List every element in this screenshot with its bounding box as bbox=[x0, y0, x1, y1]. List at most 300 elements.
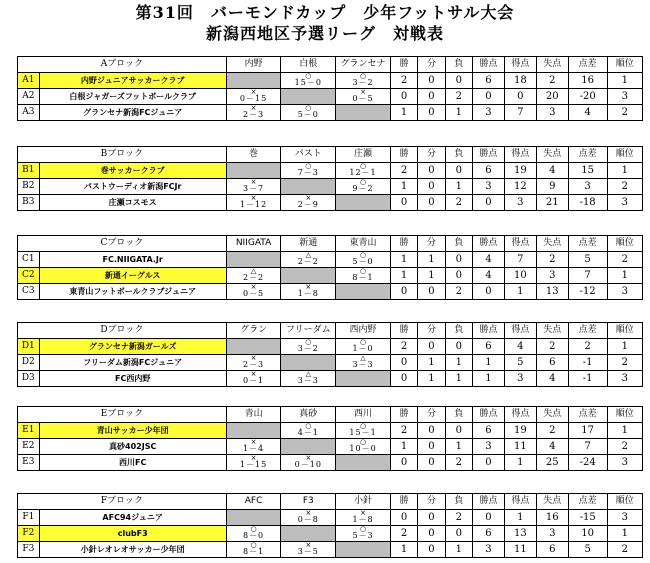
stat-value: 1 bbox=[390, 105, 417, 121]
stat-value: 0 bbox=[418, 73, 445, 89]
stat-value: 1 bbox=[418, 355, 445, 371]
self-match-cell bbox=[226, 252, 281, 268]
team-code: E3 bbox=[18, 455, 40, 471]
stat-header: 勝 bbox=[390, 407, 417, 423]
team-name: グランセナ新潟FCジュニア bbox=[39, 105, 226, 121]
result-symbol: ○ bbox=[305, 338, 312, 346]
team-code: B1 bbox=[18, 163, 40, 179]
stat-header: 負 bbox=[445, 57, 472, 73]
stat-value: 1 bbox=[418, 252, 445, 268]
self-match-cell bbox=[336, 455, 391, 471]
match-result bbox=[336, 355, 391, 371]
stat-value: 3 bbox=[472, 105, 504, 121]
stat-value: 0 bbox=[418, 195, 445, 211]
result-symbol: ○ bbox=[359, 251, 367, 259]
result-symbol: ○ bbox=[359, 72, 367, 80]
stat-header: 順位 bbox=[607, 147, 643, 163]
stat-header: 失点 bbox=[536, 236, 568, 252]
stat-value: -24 bbox=[568, 455, 607, 471]
stat-value: 3 bbox=[504, 195, 536, 211]
result-symbol: × bbox=[250, 194, 257, 202]
block-table bbox=[17, 493, 643, 558]
stat-header: 勝 bbox=[390, 147, 417, 163]
match-result bbox=[281, 163, 336, 179]
result-score: 10－0 bbox=[349, 444, 377, 453]
stat-value: 19 bbox=[504, 423, 536, 439]
match-result bbox=[336, 439, 391, 455]
match-result bbox=[336, 252, 391, 268]
result-score: 15－1 bbox=[349, 428, 377, 437]
stat-value: 0 bbox=[472, 455, 504, 471]
stat-header: 勝点 bbox=[472, 57, 504, 73]
stat-header: 負 bbox=[445, 236, 472, 252]
stat-header: 失点 bbox=[536, 147, 568, 163]
result-symbol: ○ bbox=[359, 162, 367, 170]
stat-value: 7 bbox=[568, 439, 607, 455]
team-code: F1 bbox=[18, 510, 40, 526]
stat-header: 勝 bbox=[390, 236, 417, 252]
team-name: 巻サッカークラブ bbox=[39, 163, 226, 179]
stat-header: 得点 bbox=[504, 236, 536, 252]
result-symbol: ○ bbox=[359, 525, 367, 533]
stat-value: 0 bbox=[445, 526, 472, 542]
stat-value: 7 bbox=[568, 268, 607, 284]
team-row bbox=[18, 510, 643, 526]
stat-header: 勝点 bbox=[472, 147, 504, 163]
stat-value: 15 bbox=[568, 163, 607, 179]
stat-value: 2 bbox=[607, 542, 642, 558]
stat-value: -1 bbox=[568, 371, 607, 387]
result-score: 1－0 bbox=[352, 344, 374, 353]
match-result bbox=[281, 542, 336, 558]
match-result bbox=[281, 284, 336, 300]
stat-value: 0 bbox=[390, 89, 417, 105]
stat-value: 1 bbox=[390, 439, 417, 455]
opponent-header: グラン bbox=[226, 323, 281, 339]
team-name: 白根ジャガーズフットボールクラブ bbox=[39, 89, 226, 105]
opponent-header: AFC bbox=[226, 494, 281, 510]
stat-value: -20 bbox=[568, 89, 607, 105]
stat-header: 分 bbox=[418, 236, 445, 252]
team-name: パストウーディオ新潟FCJr bbox=[39, 179, 226, 195]
result-score: 0－10 bbox=[294, 460, 322, 469]
stat-header: 勝 bbox=[390, 494, 417, 510]
result-symbol: × bbox=[360, 509, 366, 517]
stat-value: 1 bbox=[504, 455, 536, 471]
match-result bbox=[281, 510, 336, 526]
stat-header: 点差 bbox=[568, 147, 607, 163]
stat-header: 勝 bbox=[390, 323, 417, 339]
team-name: 小針レオレオサッカー少年団 bbox=[39, 542, 226, 558]
stat-value: 5 bbox=[568, 252, 607, 268]
stat-value: 5 bbox=[568, 542, 607, 558]
stat-value: 6 bbox=[472, 339, 504, 355]
stat-header: 得点 bbox=[504, 494, 536, 510]
stat-value: 2 bbox=[445, 510, 472, 526]
result-symbol: × bbox=[250, 88, 257, 96]
match-result bbox=[226, 542, 281, 558]
opponent-header: 西川 bbox=[336, 407, 391, 423]
result-symbol: △ bbox=[305, 370, 311, 378]
stat-header: 分 bbox=[418, 323, 445, 339]
stat-value: 1 bbox=[607, 73, 642, 89]
opponent-header: 白根 bbox=[281, 57, 336, 73]
stat-value: 1 bbox=[607, 526, 642, 542]
result-score: 0－5 bbox=[352, 94, 374, 103]
result-symbol: × bbox=[250, 438, 257, 446]
stat-value: 2 bbox=[390, 339, 417, 355]
team-name: AFC94ジュニア bbox=[39, 510, 226, 526]
stat-value: 16 bbox=[536, 510, 568, 526]
result-symbol: ○ bbox=[305, 162, 312, 170]
team-name: FC西内野 bbox=[39, 371, 226, 387]
self-match-cell bbox=[226, 339, 281, 355]
match-result bbox=[226, 268, 281, 284]
stat-header: 負 bbox=[445, 147, 472, 163]
result-symbol: ○ bbox=[305, 422, 312, 430]
result-symbol: × bbox=[305, 454, 312, 462]
match-result bbox=[336, 73, 391, 89]
match-result bbox=[281, 195, 336, 211]
stat-value: 1 bbox=[445, 371, 472, 387]
opponent-header: NIIGATA bbox=[226, 236, 281, 252]
stat-value: 12 bbox=[504, 179, 536, 195]
self-match-cell bbox=[226, 73, 281, 89]
result-score: 1－8 bbox=[297, 289, 319, 298]
stat-value: 1 bbox=[445, 355, 472, 371]
stat-value: 1 bbox=[390, 179, 417, 195]
result-symbol: × bbox=[360, 88, 366, 96]
stat-value: 5 bbox=[504, 355, 536, 371]
stat-header: 点差 bbox=[568, 323, 607, 339]
team-code: B2 bbox=[18, 179, 40, 195]
result-score: 9－2 bbox=[352, 184, 374, 193]
team-row bbox=[18, 73, 643, 89]
result-score: 8－1 bbox=[352, 273, 374, 282]
stat-header: 失点 bbox=[536, 57, 568, 73]
stat-value: 0 bbox=[418, 455, 445, 471]
stat-value: 3 bbox=[607, 195, 643, 211]
stat-value: 2 bbox=[390, 163, 417, 179]
stat-value: 6 bbox=[536, 355, 568, 371]
block-table bbox=[17, 235, 643, 300]
block-name: Cブロック bbox=[18, 236, 227, 252]
block-table bbox=[17, 406, 643, 471]
stat-value: 3 bbox=[607, 89, 642, 105]
stat-header: 失点 bbox=[536, 323, 568, 339]
result-symbol: ○ bbox=[359, 267, 367, 275]
stat-header: 点差 bbox=[568, 57, 607, 73]
team-code: F3 bbox=[18, 542, 40, 558]
result-score: 5－0 bbox=[297, 110, 319, 119]
stat-value: 2 bbox=[607, 252, 643, 268]
result-score: 3－2 bbox=[297, 344, 319, 353]
stat-value: 3 bbox=[607, 284, 643, 300]
opponent-header: 新通 bbox=[281, 236, 336, 252]
stat-header: 勝点 bbox=[472, 236, 504, 252]
stat-value: 1 bbox=[504, 510, 536, 526]
result-score: 0－15 bbox=[239, 94, 268, 103]
stat-value: 0 bbox=[418, 163, 445, 179]
result-symbol: △ bbox=[360, 354, 366, 362]
stat-value: 21 bbox=[536, 195, 568, 211]
stat-value: 3 bbox=[472, 439, 504, 455]
result-symbol: × bbox=[250, 454, 257, 462]
stat-value: 1 bbox=[418, 371, 445, 387]
stat-value: 9 bbox=[536, 179, 568, 195]
result-score: 8－1 bbox=[242, 547, 265, 556]
stat-value: 0 bbox=[445, 268, 472, 284]
stat-value: 1 bbox=[607, 163, 643, 179]
self-match-cell bbox=[281, 355, 336, 371]
self-match-cell bbox=[226, 510, 281, 526]
match-result bbox=[226, 89, 281, 105]
stat-value: 0 bbox=[418, 339, 445, 355]
stat-value: 6 bbox=[472, 163, 504, 179]
stat-value: 3 bbox=[607, 510, 642, 526]
result-score: 3－5 bbox=[297, 547, 319, 556]
result-symbol: × bbox=[305, 194, 312, 202]
stat-value: 25 bbox=[536, 455, 568, 471]
result-score: 2－3 bbox=[242, 360, 265, 369]
stat-value: 2 bbox=[445, 455, 472, 471]
match-result bbox=[336, 339, 391, 355]
block-header-row bbox=[18, 323, 643, 339]
stat-value: 2 bbox=[390, 423, 417, 439]
opponent-header: 小針 bbox=[336, 494, 391, 510]
team-code: A3 bbox=[18, 105, 40, 121]
stat-value: 0 bbox=[472, 510, 504, 526]
stat-value: 7 bbox=[504, 105, 536, 121]
stat-value: -15 bbox=[568, 510, 607, 526]
team-code: E1 bbox=[18, 423, 40, 439]
stat-value: 0 bbox=[418, 526, 445, 542]
opponent-header: 内野 bbox=[226, 57, 281, 73]
stat-value: 3 bbox=[536, 105, 568, 121]
result-score: 2－9 bbox=[297, 200, 319, 209]
self-match-cell bbox=[336, 105, 391, 121]
stat-value: 1 bbox=[445, 439, 472, 455]
self-match-cell bbox=[226, 163, 281, 179]
stat-value: 13 bbox=[504, 526, 536, 542]
stat-header: 順位 bbox=[607, 494, 642, 510]
opponent-header: 東青山 bbox=[336, 236, 391, 252]
result-symbol: × bbox=[250, 354, 257, 362]
block-table bbox=[17, 146, 643, 211]
stat-value: 0 bbox=[418, 423, 445, 439]
stat-value: 1 bbox=[390, 252, 417, 268]
block-table bbox=[17, 56, 643, 121]
stat-value: 20 bbox=[536, 89, 568, 105]
result-score: 1－4 bbox=[242, 444, 265, 453]
team-row bbox=[18, 252, 643, 268]
match-result bbox=[336, 268, 391, 284]
stat-value: 0 bbox=[504, 89, 536, 105]
opponent-header: 庄瀬 bbox=[336, 147, 391, 163]
block-header-row bbox=[18, 236, 643, 252]
match-result bbox=[281, 455, 336, 471]
stat-value: 1 bbox=[472, 371, 504, 387]
team-row bbox=[18, 371, 643, 387]
stat-value: 18 bbox=[504, 73, 536, 89]
stat-header: 負 bbox=[445, 407, 472, 423]
stat-value: 3 bbox=[536, 268, 568, 284]
team-row bbox=[18, 105, 643, 121]
stat-value: 0 bbox=[445, 252, 472, 268]
stat-header: 勝点 bbox=[472, 323, 504, 339]
stat-value: 0 bbox=[418, 105, 445, 121]
match-result bbox=[281, 423, 336, 439]
match-result bbox=[281, 371, 336, 387]
stat-value: 0 bbox=[418, 510, 445, 526]
stat-value: 1 bbox=[445, 179, 472, 195]
result-symbol: × bbox=[250, 104, 257, 112]
opponent-header: 青山 bbox=[226, 407, 281, 423]
stat-value: 10 bbox=[568, 526, 607, 542]
result-symbol: × bbox=[250, 370, 257, 378]
self-match-cell bbox=[336, 542, 391, 558]
block-name: Eブロック bbox=[18, 407, 227, 423]
stat-value: 1 bbox=[390, 268, 417, 284]
block-header-row bbox=[18, 494, 643, 510]
result-score: 2－2 bbox=[297, 257, 319, 266]
team-row bbox=[18, 268, 643, 284]
result-score: 3－2 bbox=[352, 78, 374, 87]
team-name: 東青山フットボールクラブジュニア bbox=[39, 284, 226, 300]
stat-value: 2 bbox=[607, 105, 642, 121]
stat-value: 0 bbox=[472, 195, 504, 211]
stat-value: 2 bbox=[445, 195, 472, 211]
stat-header: 負 bbox=[445, 494, 472, 510]
self-match-cell bbox=[336, 195, 391, 211]
self-match-cell bbox=[336, 371, 391, 387]
match-result bbox=[226, 284, 281, 300]
stat-value: 3 bbox=[504, 371, 536, 387]
stat-value: 0 bbox=[418, 179, 445, 195]
stat-header: 勝点 bbox=[472, 494, 504, 510]
team-row bbox=[18, 439, 643, 455]
stat-value: 0 bbox=[418, 439, 445, 455]
stat-value: 3 bbox=[472, 542, 504, 558]
stat-header: 順位 bbox=[607, 407, 642, 423]
result-symbol: × bbox=[305, 541, 312, 549]
stat-value: 3 bbox=[607, 371, 642, 387]
stat-header: 得点 bbox=[504, 57, 536, 73]
match-result bbox=[226, 179, 281, 195]
result-symbol: △ bbox=[250, 267, 257, 275]
stat-value: 2 bbox=[536, 73, 568, 89]
stat-value: -18 bbox=[568, 195, 607, 211]
stat-header: 勝 bbox=[390, 57, 417, 73]
team-name: グランセナ新潟ガールズ bbox=[39, 339, 226, 355]
match-result bbox=[336, 423, 391, 439]
team-row bbox=[18, 284, 643, 300]
stat-value: 4 bbox=[536, 163, 568, 179]
stat-value: 0 bbox=[418, 542, 445, 558]
stat-value: 0 bbox=[390, 284, 417, 300]
self-match-cell bbox=[281, 439, 336, 455]
self-match-cell bbox=[336, 284, 391, 300]
self-match-cell bbox=[281, 89, 336, 105]
stat-header: 得点 bbox=[504, 407, 536, 423]
stat-value: 2 bbox=[607, 179, 643, 195]
stat-value: 2 bbox=[445, 89, 472, 105]
match-result bbox=[336, 163, 391, 179]
result-score: 15－0 bbox=[294, 78, 322, 87]
opponent-header: フリーダム bbox=[281, 323, 336, 339]
result-score: 4－1 bbox=[297, 428, 319, 437]
stat-value: 3 bbox=[472, 179, 504, 195]
result-score: 5－0 bbox=[352, 257, 374, 266]
team-code: A1 bbox=[18, 73, 40, 89]
result-symbol: ○ bbox=[359, 438, 367, 446]
result-score: 3－3 bbox=[352, 360, 374, 369]
stat-value: 0 bbox=[390, 195, 417, 211]
match-result bbox=[336, 89, 391, 105]
stat-header: 順位 bbox=[607, 323, 642, 339]
result-symbol: × bbox=[305, 283, 312, 291]
team-row bbox=[18, 455, 643, 471]
result-score: 7－3 bbox=[297, 168, 319, 177]
result-symbol: ○ bbox=[305, 72, 312, 80]
stat-value: 0 bbox=[445, 423, 472, 439]
stat-value: 6 bbox=[472, 526, 504, 542]
team-row bbox=[18, 195, 643, 211]
result-score: 5－3 bbox=[352, 531, 374, 540]
match-result bbox=[336, 179, 391, 195]
stat-header: 分 bbox=[418, 407, 445, 423]
opponent-header: 西内野 bbox=[336, 323, 391, 339]
block-name: Fブロック bbox=[18, 494, 227, 510]
match-result bbox=[336, 510, 391, 526]
stat-value: 4 bbox=[536, 371, 568, 387]
stat-value: 3 bbox=[568, 179, 607, 195]
stat-value: 2 bbox=[390, 73, 417, 89]
result-symbol: △ bbox=[305, 251, 311, 259]
match-result bbox=[226, 439, 281, 455]
stat-value: 1 bbox=[607, 423, 642, 439]
stat-value: 1 bbox=[390, 542, 417, 558]
result-symbol: ○ bbox=[305, 104, 312, 112]
team-name: 新通イーグルス bbox=[39, 268, 226, 284]
team-name: フリーダム新潟FCジュニア bbox=[39, 355, 226, 371]
team-code: C3 bbox=[18, 284, 40, 300]
stat-header: 点差 bbox=[568, 494, 607, 510]
team-code: D3 bbox=[18, 371, 40, 387]
stat-value: 2 bbox=[390, 526, 417, 542]
stat-value: 4 bbox=[472, 268, 504, 284]
team-row bbox=[18, 179, 643, 195]
stat-header: 勝点 bbox=[472, 407, 504, 423]
team-code: D2 bbox=[18, 355, 40, 371]
stat-header: 得点 bbox=[504, 323, 536, 339]
stat-value: 17 bbox=[568, 423, 607, 439]
stat-value: 1 bbox=[607, 268, 643, 284]
match-result bbox=[226, 371, 281, 387]
stat-value: 2 bbox=[445, 284, 472, 300]
stat-value: 2 bbox=[536, 339, 568, 355]
result-symbol: × bbox=[305, 509, 312, 517]
result-score: 1－15 bbox=[239, 460, 268, 469]
team-name: 内野ジュニアサッカークラブ bbox=[39, 73, 226, 89]
team-name: 西川FC bbox=[39, 455, 226, 471]
team-row bbox=[18, 89, 643, 105]
stat-value: 1 bbox=[504, 284, 536, 300]
match-result bbox=[336, 526, 391, 542]
result-score: 0－8 bbox=[297, 515, 319, 524]
result-score: 1－12 bbox=[239, 200, 268, 209]
team-name: FC.NIIGATA.Jr bbox=[39, 252, 226, 268]
